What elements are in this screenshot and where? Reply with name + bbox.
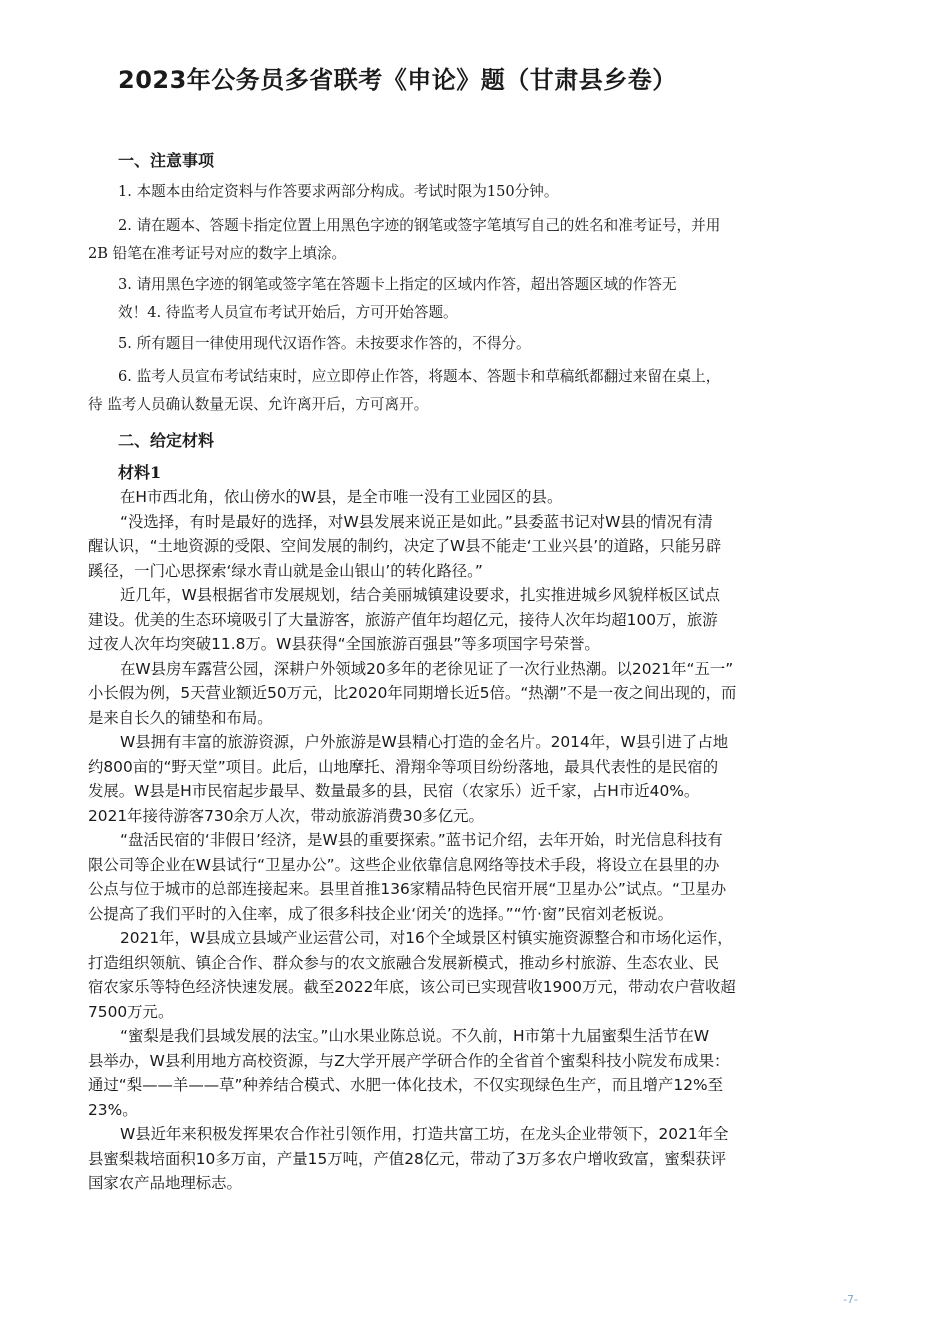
paragraph-line: 约800亩的“野天堂”项目。此后，山地摩托、滑翔伞等项目纷纷落地，最具代表性的是民宿的 [88, 757, 719, 776]
paragraph-line: 2021年，W县成立县域产业运营公司，对16个全域景区村镇实施资源整合和市场化运作， [120, 929, 733, 947]
paragraph-line: 国家农产品地理标志。 [88, 1174, 242, 1192]
paragraph-line: 过夜人次年均突破11.8万。W县获得“全国旅游百强县”等多项国字号荣誉。 [88, 635, 600, 653]
paragraph-line: 公提高了我们平时的入住率，成了很多科技企业‘闭关’的选择。”“竹·窗”民宿刘老板说。 [88, 904, 673, 923]
section-heading-notes: 一、注意事项 [118, 151, 215, 170]
paragraph-line: 醒认识，“土地资源的受限、空间发展的制约，决定了W县不能走‘工业兴县’的道路，只能另辟 [88, 537, 722, 555]
paragraph-line: 蹊径，一门心思探索‘绿水青山就是金山银山’的转化路径。” [88, 561, 483, 580]
paragraph [88, 510, 880, 584]
note-line: 3. 请用黑色字迹的钢笔或签字笔在答题卡上指定的区域内作答，超出答题区域的作答无 [118, 276, 677, 293]
note-line: 6. 监考人员宣布考试结束时，应立即停止作答，将题本、答题卡和草稿纸都翻过来留在桌上， [118, 368, 721, 385]
note-line: 2B 铅笔在准考证号对应的数字上填涂。 [88, 245, 347, 262]
note-3 [88, 271, 868, 327]
note-line: 2. 请在题本、答题卡指定位置上用黑色字迹的钢笔或签字笔填写自己的姓名和准考证号，并用 [118, 217, 721, 234]
paragraph [88, 657, 880, 731]
paragraph-line: 在W县房车露营公园，深耕户外领域20多年的老徐见证了一次行业热潮。以2021年“五一” [120, 659, 734, 678]
paragraph-line: 发展。W县是H市民宿起步最早、数量最多的县，民宿（农家乐）近千家，占H市近40%。 [88, 782, 700, 800]
paragraph-line: 建设。优美的生态环境吸引了大量游客，旅游产值年均超亿元，接待人次年均超100万，旅游 [88, 610, 718, 629]
paragraph [88, 926, 880, 1024]
paragraph-line: 近几年，W县根据省市发展规划，结合美丽城镇建设要求，扎实推进城乡风貌样板区试点 [120, 586, 721, 604]
note-line: 5. 所有题目一律使用现代汉语作答。未按要求作答的，不得分。 [118, 335, 531, 352]
note-2 [88, 212, 868, 268]
note-1 [88, 178, 868, 206]
paragraph-line: 公点与位于城市的总部连接起来。县里首推136家精品特色民宿开展“卫星办公”试点。“卫星办 [88, 880, 727, 898]
paragraph-line: 宿农家乐等特色经济快速发展。截至2022年底，该公司已实现营收1900万元，带动农户营收超 [88, 978, 736, 996]
paragraph-line: “蜜梨是我们县域发展的法宝。”山水果业陈总说。不久前，H市第十九届蜜梨生活节在W [120, 1027, 710, 1045]
paragraph-line: 县蜜梨栽培面积10多万亩，产量15万吨，产值28亿元，带动了3万多农户增收致富，蜜梨获评 [88, 1149, 726, 1168]
paragraph-line: 2021年接待游客730余万人次，带动旅游消费30多亿元。 [88, 806, 484, 825]
paragraph-line: 限公司等企业在W县试行“卫星办公”。这些企业依靠信息网络等技术手段，将设立在县里的办 [88, 855, 720, 874]
section-heading-materials: 二、给定材料 [118, 431, 215, 450]
note-5 [88, 330, 868, 358]
paragraph [88, 583, 880, 657]
material-body [88, 485, 880, 1196]
paragraph-line: 县举办，W县利用地方高校资源，与Z大学开展产学研合作的全省首个蜜梨科技小院发布成果： [88, 1051, 730, 1070]
paragraph-line: W县拥有丰富的旅游资源，户外旅游是W县精心打造的金名片。2014年，W县引进了占地 [120, 733, 729, 751]
paragraph-line: 是来自长久的铺垫和布局。 [88, 708, 273, 727]
paragraph [88, 730, 880, 828]
paragraph-line: 打造组织领航、镇企合作、群众参与的农文旅融合发展新模式，推动乡村旅游、生态农业、民 [88, 953, 720, 972]
paragraph-line: 23%。 [88, 1100, 138, 1119]
material-title: 材料1 [118, 463, 162, 482]
page-title: 2023年公务员多省联考《申论》题（甘肃县乡卷） [118, 66, 677, 94]
paragraph [88, 1024, 880, 1122]
paragraph-line: “没选择，有时是最好的选择，对W县发展来说正是如此。”县委蓝书记对W县的情况有清 [120, 512, 713, 531]
paragraph [88, 828, 880, 926]
note-line: 1. 本题本由给定资料与作答要求两部分构成。考试时限为150分钟。 [118, 183, 559, 200]
paragraph-line: 通过“梨——羊——草”种养结合模式、水肥一体化技术，不仅实现绿色生产，而且增产12%至 [88, 1076, 723, 1094]
paragraph-line: 小长假为例，5天营业额近50万元，比2020年同期增长近5倍。“热潮”不是一夜之间出现的，而 [88, 684, 737, 702]
paragraph-line: 7500万元。 [88, 1002, 174, 1021]
paragraph [88, 1122, 880, 1196]
page-number: -7- [843, 1293, 858, 1306]
note-line: 效！4. 待监考人员宣布考试开始后，方可开始答题。 [118, 304, 458, 321]
paragraph-line: “盘活民宿的‘非假日’经济，是W县的重要探索。”蓝书记介绍，去年开始，时光信息科技有 [120, 831, 723, 849]
paragraph-line: 在H市西北角，依山傍水的W县，是全市唯一没有工业园区的县。 [120, 488, 563, 506]
note-6 [88, 363, 868, 419]
note-line: 待 监考人员确认数量无误、允许离开后，方可离开。 [88, 396, 429, 413]
paragraph [88, 485, 880, 510]
paragraph-line: W县近年来积极发挥果农合作社引领作用，打造共富工坊，在龙头企业带领下，2021年全 [120, 1125, 729, 1143]
